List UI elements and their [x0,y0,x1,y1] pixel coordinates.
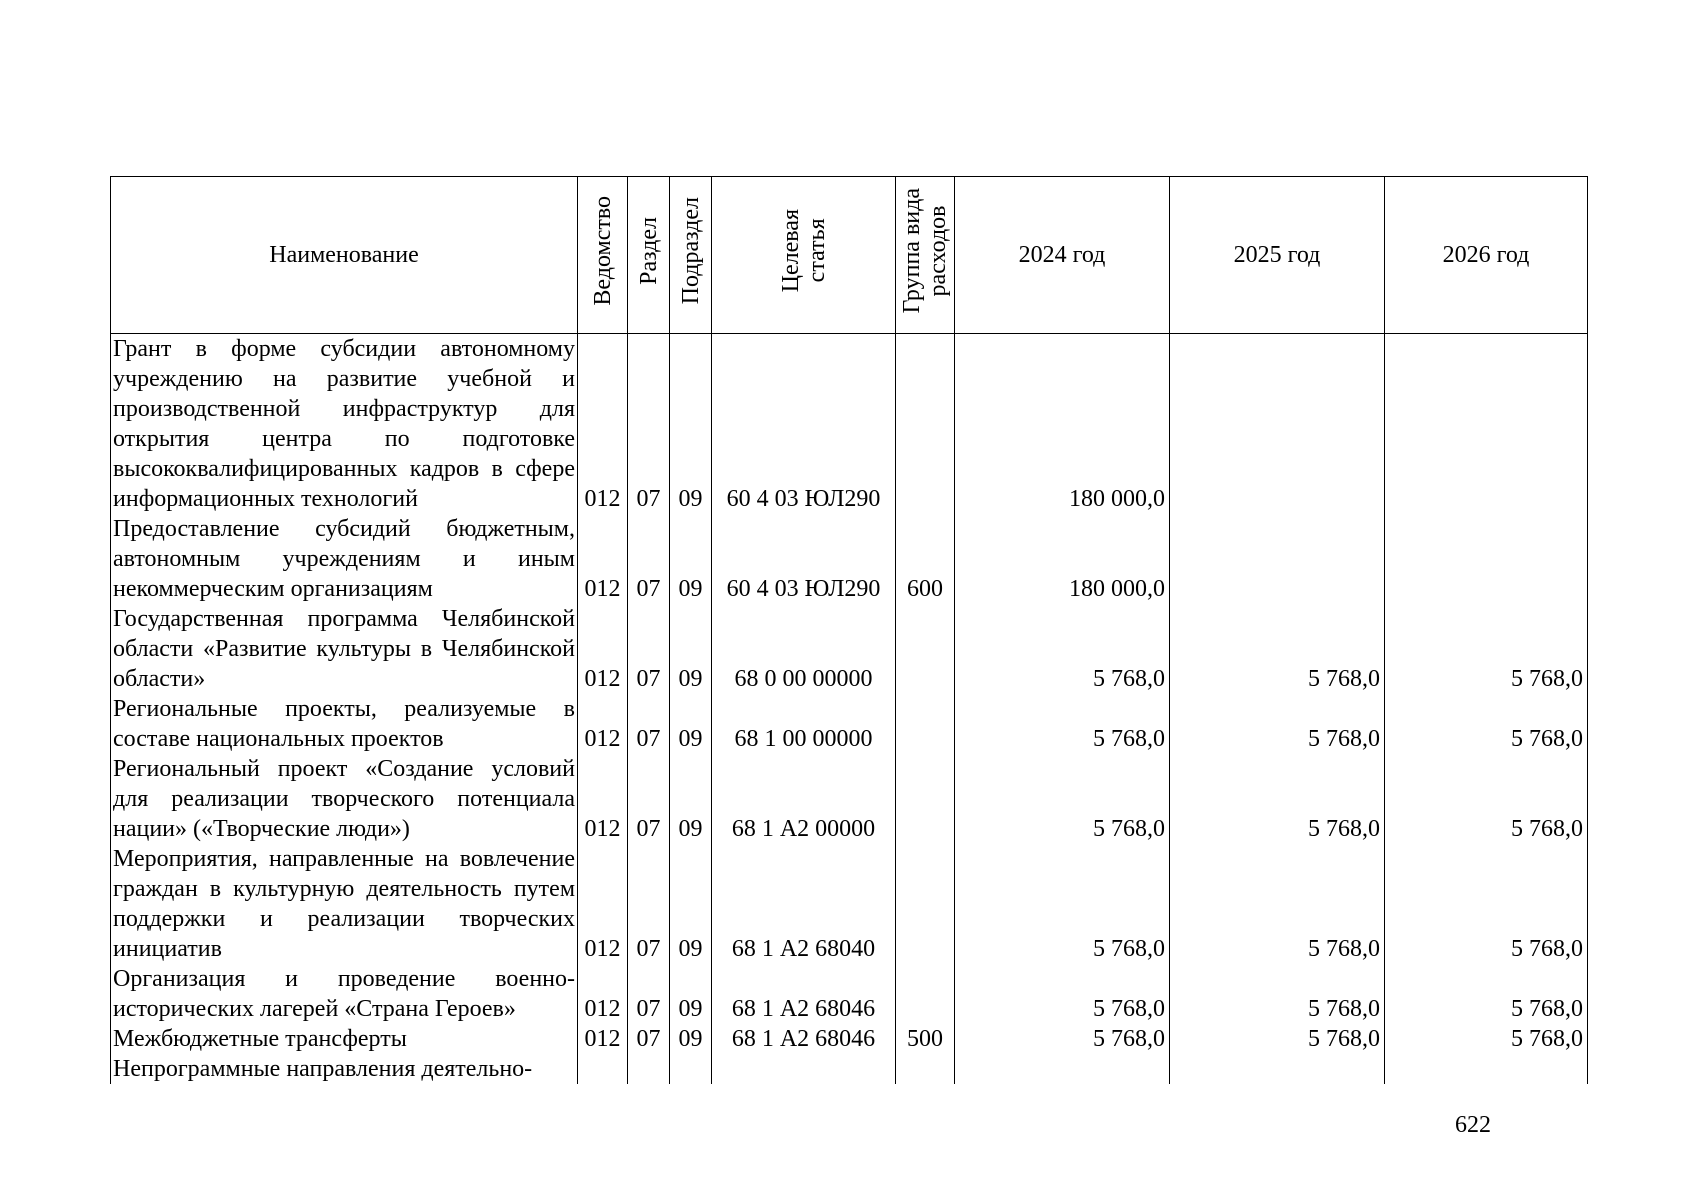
cell-year-2026 [1385,1054,1588,1084]
cell-year-2024: 5 768,0 [955,694,1170,754]
cell-year-2025 [1170,514,1385,604]
cell-section: 07 [628,604,670,694]
cell-section: 07 [628,754,670,844]
cell-subsection: 09 [670,844,712,964]
header-department: Ведомство [578,177,628,334]
page-number: 622 [1455,1112,1491,1138]
cell-section: 07 [628,694,670,754]
cell-department: 012 [578,514,628,604]
cell-section: 07 [628,844,670,964]
cell-year-2026: 5 768,0 [1385,694,1588,754]
table-row [111,334,1588,515]
table-header [111,177,1588,334]
cell-name: Региональные проекты, реализуемые в составе национальных проектов [111,694,578,754]
cell-name: Непрограммные направления деятельно- [111,1054,578,1084]
cell-target-article: 68 1 А2 68046 [712,964,896,1024]
header-year-2024: 2024 год [955,177,1170,334]
cell-section [628,1054,670,1084]
cell-target-article: 68 1 00 00000 [712,694,896,754]
cell-year-2024: 5 768,0 [955,844,1170,964]
cell-department: 012 [578,694,628,754]
cell-target-article: 68 1 А2 68046 [712,1024,896,1054]
cell-department: 012 [578,334,628,515]
cell-department: 012 [578,964,628,1024]
cell-section: 07 [628,1024,670,1054]
cell-year-2026: 5 768,0 [1385,1024,1588,1054]
cell-year-2026 [1385,334,1588,515]
cell-expense-group [896,754,955,844]
table-body [111,334,1588,1085]
cell-department: 012 [578,1024,628,1054]
cell-expense-group [896,694,955,754]
cell-section: 07 [628,334,670,515]
table-row [111,694,1588,754]
cell-name: Мероприятия, направленные на вовлечение граждан в культурную деятельность путем поддержки и реализации творческих инициатив [111,844,578,964]
cell-year-2025 [1170,1054,1385,1084]
cell-year-2026 [1385,514,1588,604]
cell-name: Межбюджетные трансферты [111,1024,578,1054]
cell-name: Предоставление субсидий бюджетным, автономным учреждениям и иным некоммерческим организациям [111,514,578,604]
cell-year-2025: 5 768,0 [1170,604,1385,694]
cell-year-2024: 5 768,0 [955,1024,1170,1054]
header-section: Раздел [628,177,670,334]
cell-name: Региональный проект «Создание условий для реализации творческого потенциала нации» («Творческие люди») [111,754,578,844]
header-year-2025: 2025 год [1170,177,1385,334]
cell-year-2024: 180 000,0 [955,514,1170,604]
cell-subsection: 09 [670,754,712,844]
table-row [111,1054,1588,1084]
cell-section: 07 [628,514,670,604]
cell-year-2026: 5 768,0 [1385,604,1588,694]
table-row [111,964,1588,1024]
cell-year-2026: 5 768,0 [1385,844,1588,964]
cell-target-article [712,1054,896,1084]
cell-section: 07 [628,964,670,1024]
header-subsection: Подраздел [670,177,712,334]
budget-table [110,176,1588,1084]
cell-target-article: 60 4 03 ЮЛ290 [712,514,896,604]
cell-expense-group [896,964,955,1024]
cell-target-article: 68 1 А2 00000 [712,754,896,844]
cell-subsection: 09 [670,334,712,515]
cell-name: Государственная программа Челябинской области «Развитие культуры в Челябинской области» [111,604,578,694]
table-row [111,1024,1588,1054]
cell-expense-group [896,604,955,694]
cell-year-2024: 5 768,0 [955,604,1170,694]
cell-year-2025: 5 768,0 [1170,694,1385,754]
cell-department: 012 [578,604,628,694]
cell-subsection: 09 [670,694,712,754]
header-name: Наименование [111,177,578,334]
header-target-article: Целевая статья [712,177,896,334]
header-expense-group: Группа вида расходов [896,177,955,334]
cell-year-2025: 5 768,0 [1170,844,1385,964]
cell-name: Грант в форме субсидии автономному учреждению на развитие учебной и производственной инфраструктур для открытия центра по подготовке высококвалифицированных кадров в сфере информационных технологий [111,334,578,515]
cell-year-2024 [955,1054,1170,1084]
cell-expense-group: 600 [896,514,955,604]
table-row [111,514,1588,604]
cell-name: Организация и проведение военно-исторических лагерей «Страна Героев» [111,964,578,1024]
table-row [111,604,1588,694]
table-row [111,844,1588,964]
cell-department: 012 [578,754,628,844]
cell-year-2026: 5 768,0 [1385,754,1588,844]
cell-year-2024: 5 768,0 [955,964,1170,1024]
cell-year-2026: 5 768,0 [1385,964,1588,1024]
table-row [111,754,1588,844]
cell-target-article: 60 4 03 ЮЛ290 [712,334,896,515]
cell-expense-group: 500 [896,1024,955,1054]
cell-subsection: 09 [670,1024,712,1054]
cell-subsection [670,1054,712,1084]
cell-year-2025: 5 768,0 [1170,1024,1385,1054]
cell-expense-group [896,1054,955,1084]
cell-subsection: 09 [670,514,712,604]
cell-year-2024: 180 000,0 [955,334,1170,515]
header-year-2026: 2026 год [1385,177,1588,334]
cell-subsection: 09 [670,964,712,1024]
cell-year-2024: 5 768,0 [955,754,1170,844]
cell-year-2025: 5 768,0 [1170,964,1385,1024]
cell-department [578,1054,628,1084]
cell-target-article: 68 0 00 00000 [712,604,896,694]
cell-year-2025 [1170,334,1385,515]
cell-year-2025: 5 768,0 [1170,754,1385,844]
cell-expense-group [896,844,955,964]
cell-department: 012 [578,844,628,964]
cell-target-article: 68 1 А2 68040 [712,844,896,964]
cell-subsection: 09 [670,604,712,694]
cell-expense-group [896,334,955,515]
